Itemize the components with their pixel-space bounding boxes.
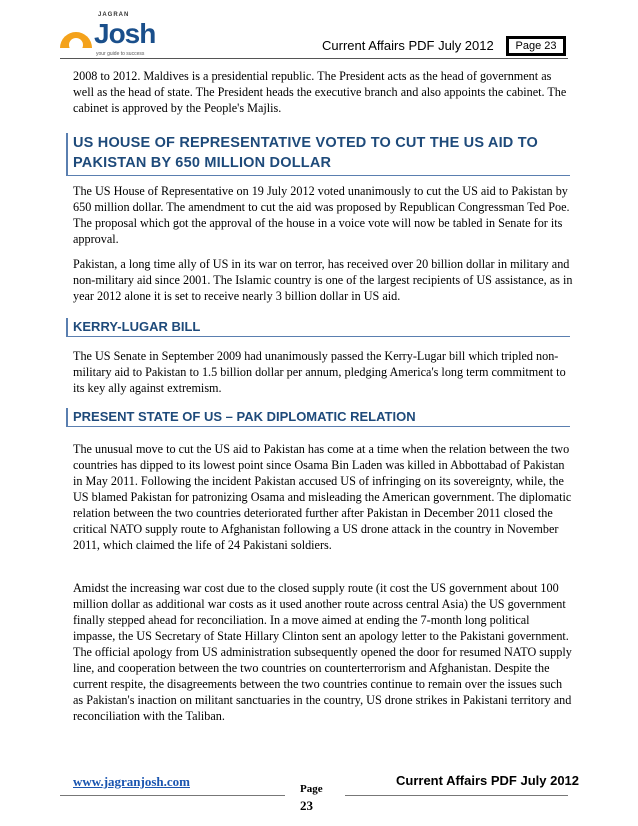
page-badge-label: Page 23 — [508, 38, 564, 54]
footer-divider-right — [345, 795, 568, 796]
section2-heading — [66, 318, 570, 337]
logo-brand-text: Josh — [94, 18, 156, 49]
footer-divider-left — [60, 795, 285, 796]
section3-paragraph-1: The unusual move to cut the US aid to Pakistan has come at a time when the relation between the two countries has dipped to its lowest point since Osama Bin Laden was killed in Abbottabad of Pakistan in May 2011. Following the incident Pakistan accused US of infringing on its sovereignty, while, the US blamed Pakistan for patronizing Osama and misleading the American government. The diplomatic relation between the two countries deteriorated further after Pakistan in December 2011 closed the critical NATO supply route to Afghanistan following a US drone attack in the country in November 2011, which claimed the life of 24 Pakistani soldiers. — [73, 442, 572, 552]
section3-body — [73, 441, 573, 553]
header-title: Current Affairs PDF July 2012 — [322, 38, 494, 53]
section2-body — [73, 348, 573, 396]
section1-paragraph-1: The US House of Representative on 19 July 2012 voted unanimously to cut the US aid to Pakistan by 650 million dollar. The amendment to cut the aid was proposed by Republican Congressman Ted Poe. The proposal which got the approval of the house in a voice vote will now be tabled in Senate for its approval. — [73, 184, 570, 246]
website-link[interactable]: www.jagranjosh.com — [73, 774, 190, 789]
section3-title: PRESENT STATE OF US – PAK DIPLOMATIC RELATION — [73, 409, 416, 424]
intro-block — [73, 68, 573, 116]
logo-top-text: JAGRAN — [98, 12, 130, 18]
sun-logo-icon — [60, 32, 92, 48]
section1-title-line2: PAKISTAN BY 650 MILLION DOLLAR — [73, 155, 332, 171]
section1-body-2 — [73, 256, 573, 304]
section2-paragraph-1: The US Senate in September 2009 had unanimously passed the Kerry-Lugar bill which tripled non-military aid to Pakistan to 1.5 billion dollar per annum, pledging America's long term commitment to its key ally against extremism. — [73, 349, 566, 395]
header-divider — [60, 58, 568, 59]
section2-title: KERRY-LUGAR BILL — [73, 319, 201, 334]
section3-heading — [66, 408, 570, 427]
section1-heading — [66, 133, 570, 176]
section1-title-line1: US HOUSE OF REPRESENTATIVE VOTED TO CUT THE US AID TO — [73, 135, 538, 151]
section1-paragraph-2: Pakistan, a long time ally of US in its war on terror, has received over 20 billion dollar in military and non-military aid since 2001. The Islamic country is one of the largest recipients of US assistance, as in year 2012 alone it is set to receive nearly 3 billion dollar in US aid. — [73, 257, 573, 303]
intro-paragraph: 2008 to 2012. Maldives is a presidential republic. The President acts as the head of government as well as the head of state. The President heads the executive branch and also appoints the cabinet. The cabinet is approved by the People's Majlis. — [73, 69, 567, 115]
section3-paragraph-2: Amidst the increasing war cost due to the closed supply route (it cost the US government about 100 million dollar as additional war costs as it used another route across central Asia) the US government finally stepped ahead for reconciliation. In a move aimed at ending the 7-month long political impasse, the US Secretary of State Hillary Clinton sent an apology letter to the Pakistani government. The official apology from US administration subsequently opened the door for resumed NATO supply line, and cooperation between the two countries on counterterrorism and Afghanistan. Despite the current respite, the disagreements between the two countries continue to remain over the issues such as Pakistan's inaction on militant sanctuaries in the country, US drone strikes in Pakistani territory and reconciliation with the Taliban. — [73, 581, 572, 723]
footer-title: Current Affairs PDF July 2012 — [396, 773, 580, 788]
jagran-josh-logo[interactable] — [58, 10, 158, 60]
footer-page-label: Page — [300, 783, 323, 795]
section3-body-2 — [73, 580, 573, 724]
section1-body — [73, 183, 573, 247]
logo-tagline: your guide to success — [96, 51, 145, 57]
page-header — [0, 0, 638, 66]
page-badge — [506, 36, 566, 56]
footer-page-number: 23 — [300, 798, 313, 813]
